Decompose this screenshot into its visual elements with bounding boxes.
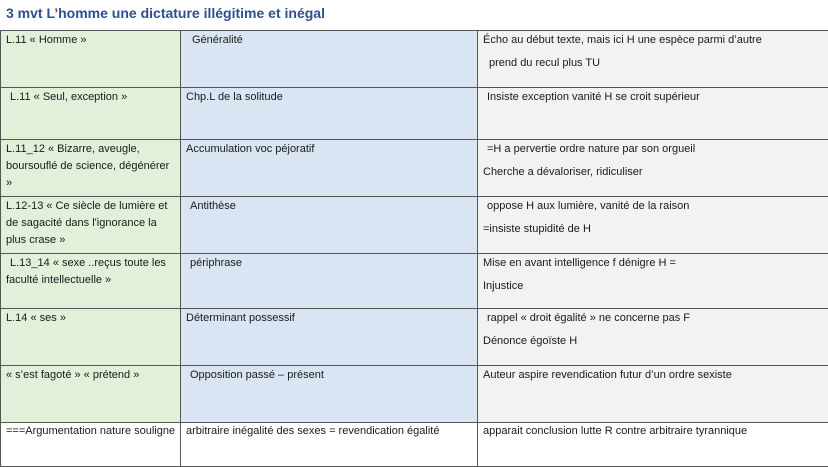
procede-cell: Déterminant possessif [181,309,478,366]
reference-cell: L.11_12 « Bizarre, aveugle, boursouflé de science, dégénérer » [1,140,181,197]
interpretation-cell: Insiste exception vanité H se croit supérieur [478,88,828,140]
summary-cell: apparait conclusion lutte R contre arbitraire tyrannique [478,423,828,467]
procede-cell: Opposition passé – présent [181,366,478,423]
interpretation-cell: =H a pervertie ordre nature par son orgueil Cherche a dévaloriser, ridiculiser [478,140,828,197]
interpretation-cell: rappel « droit égalité » ne concerne pas F Dénonce égoïste H [478,309,828,366]
table-row [1,366,828,423]
reference-cell: « s’est fagoté » « prétend » [1,366,181,423]
reference-cell: L.11 « Seul, exception » [1,88,181,140]
table-row [1,309,828,366]
interpretation-cell: Mise en avant intelligence f dénigre H = Injustice [478,254,828,309]
slide-title: 3 mvt L’homme une dictature illégitime et inégal [6,5,325,21]
table-row [1,31,828,88]
procede-cell: Accumulation voc péjoratif [181,140,478,197]
interpretation-cell: Écho au début texte, mais ici H une espèce parmi d’autre prend du recul plus TU [478,31,828,88]
procede-cell: Généralité [181,31,478,88]
reference-cell: L.14 « ses » [1,309,181,366]
procede-cell: Chp.L de la solitude [181,88,478,140]
table-row [1,88,828,140]
table-row [1,197,828,254]
summary-cell: arbitraire inégalité des sexes = revendication égalité [181,423,478,467]
procede-cell: périphrase [181,254,478,309]
reference-cell: L.13_14 « sexe ..reçus toute les faculté intellectuelle » [1,254,181,309]
procede-cell: Antithèse [181,197,478,254]
table-row [1,254,828,309]
interpretation-cell: oppose H aux lumière, vanité de la raison =insiste stupidité de H [478,197,828,254]
summary-row [1,423,828,467]
reference-cell: L.11 « Homme » [1,31,181,88]
reference-cell: L.12-13 « Ce siècle de lumière et de sagacité dans l'ignorance la plus crase » [1,197,181,254]
table-row [1,140,828,197]
summary-cell: ===Argumentation nature souligne [1,423,181,467]
interpretation-cell: Auteur aspire revendication futur d’un ordre sexiste [478,366,828,423]
analysis-table [0,30,828,467]
